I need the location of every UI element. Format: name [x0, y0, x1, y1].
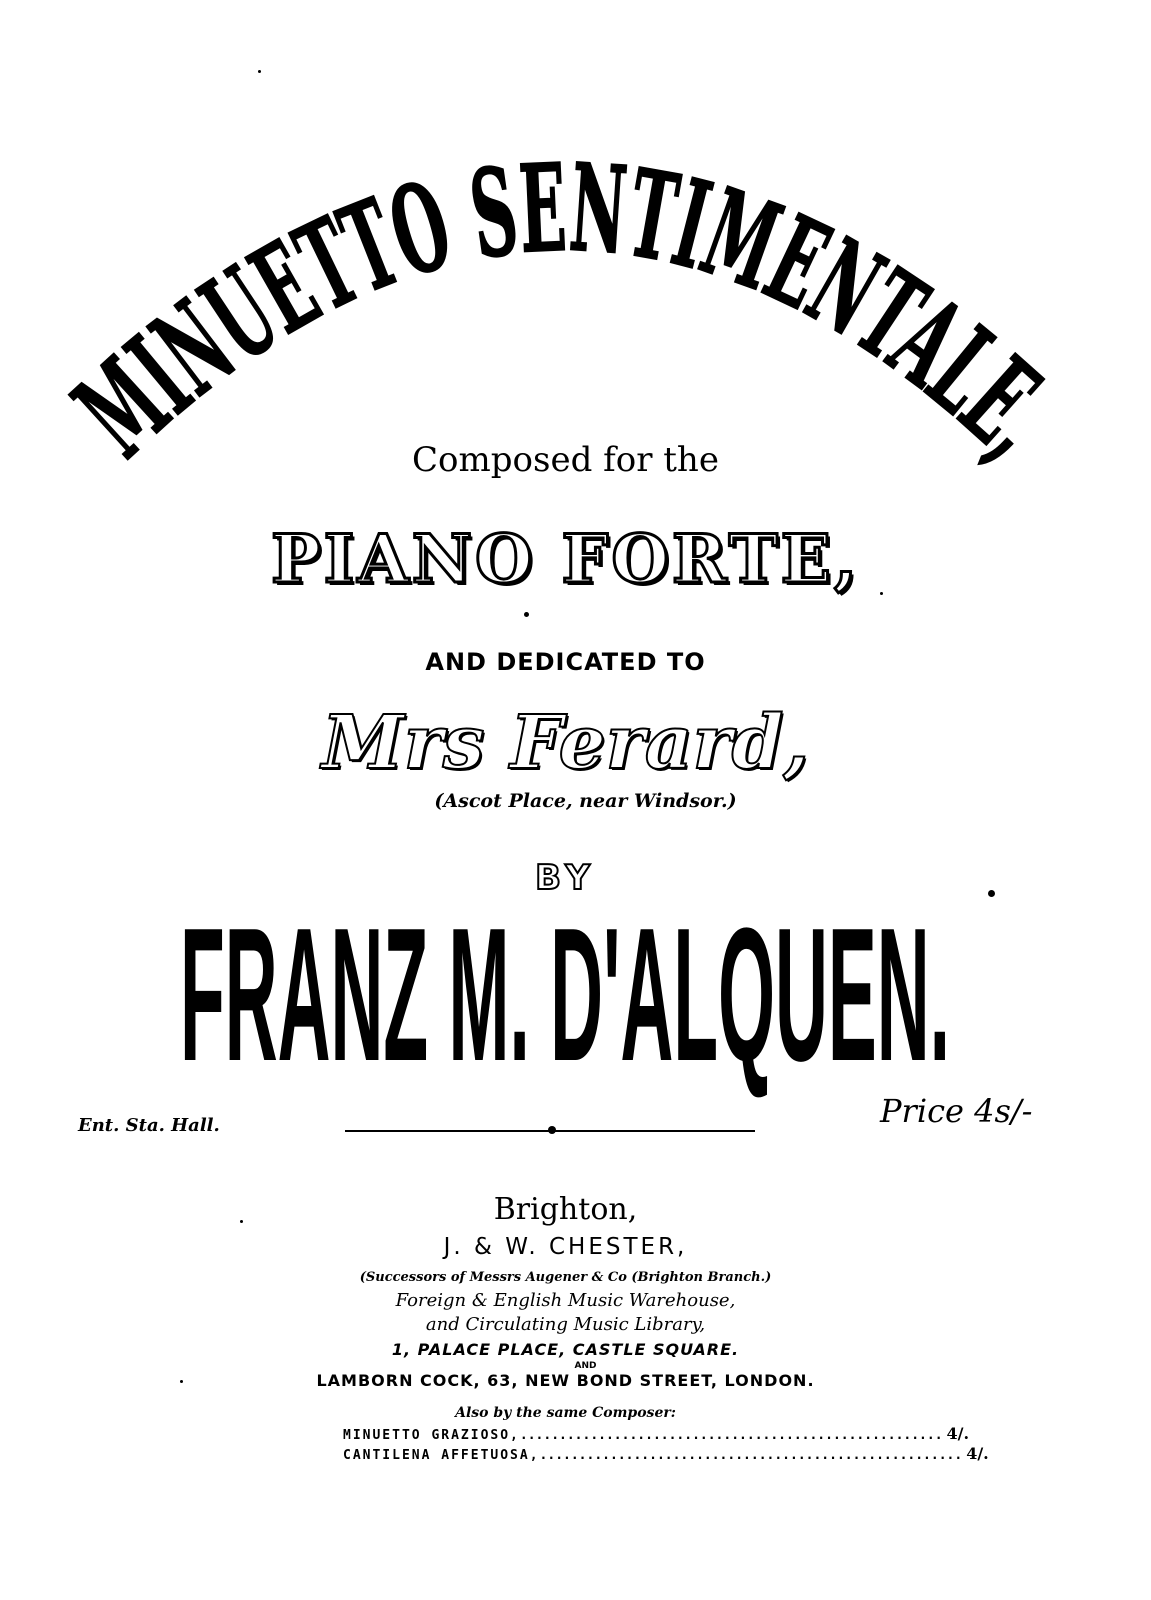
- publisher-library: and Circulating Music Library,: [425, 1314, 706, 1335]
- publisher-and: AND: [574, 1361, 597, 1371]
- other-works-list: [343, 1424, 989, 1464]
- scan-speck: [240, 1220, 243, 1223]
- entered-stationers-hall: Ent. Sta. Hall.: [78, 1115, 220, 1136]
- leader-dots: ......................................................: [519, 1428, 943, 1443]
- publisher-warehouse: Foreign & English Music Warehouse,: [395, 1290, 736, 1311]
- by-label: BY: [535, 858, 596, 898]
- publisher-name: J. & W. CHESTER,: [443, 1234, 688, 1260]
- price-label: Price 4s/-: [880, 1092, 1033, 1130]
- dedicatee-name: Mrs Ferard,: [321, 700, 810, 786]
- scan-speck: [180, 1380, 183, 1383]
- composer-name: FRANZ M. D'ALQUEN.: [180, 889, 950, 1101]
- title-arch: [0, 100, 1131, 560]
- work-title: MINUETTO GRAZIOSO,: [343, 1428, 520, 1443]
- list-item: [343, 1424, 970, 1444]
- scan-speck: [258, 70, 261, 73]
- work-title: CANTILENA AFFETUOSA,: [343, 1448, 540, 1463]
- publisher-address: 1, PALACE PLACE, CASTLE SQUARE.: [391, 1340, 740, 1359]
- divider-ornament-icon: [548, 1126, 556, 1134]
- scan-speck: [524, 612, 529, 617]
- dedication-intro: AND DEDICATED TO: [425, 648, 706, 676]
- scan-speck: [880, 592, 883, 595]
- publisher-city: Brighton,: [493, 1192, 638, 1227]
- list-item: [343, 1444, 989, 1464]
- also-by-heading: Also by the same Composer:: [455, 1405, 676, 1421]
- dedicatee-location: (Ascot Place, near Windsor.): [434, 790, 737, 812]
- scan-speck: [988, 890, 995, 897]
- composer-banner: [170, 860, 960, 1101]
- composed-for-text: Composed for the: [412, 440, 719, 480]
- publisher-successors: (Successors of Messrs Augener & Co (Brighton Branch.): [359, 1270, 772, 1285]
- work-price: 4/.: [966, 1444, 989, 1463]
- leader-dots: ......................................................: [539, 1448, 963, 1463]
- page-title: MINUETTO SENTIMENTALE,: [50, 134, 1098, 499]
- work-price: 4/.: [946, 1424, 970, 1443]
- london-agent: LAMBORN COCK, 63, NEW BOND STREET, LONDON.: [316, 1371, 815, 1390]
- instrument-title: PIANO FORTE,: [271, 520, 860, 598]
